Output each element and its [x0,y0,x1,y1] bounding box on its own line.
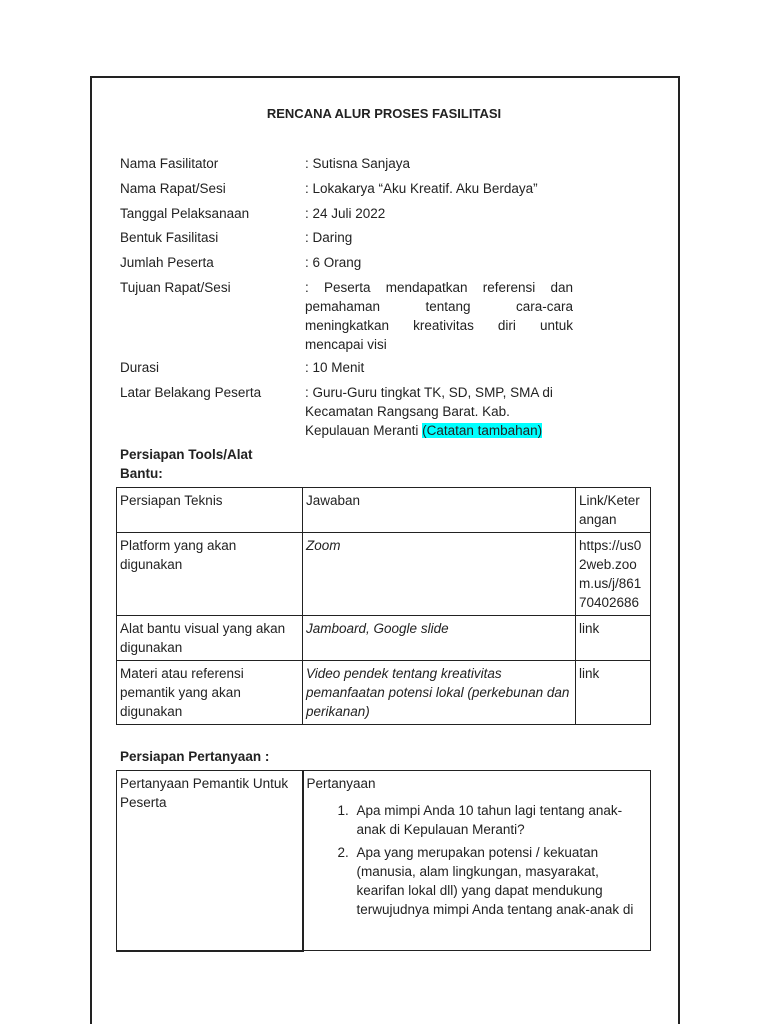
table-row [117,661,651,725]
list-item: 2. Apa yang merupakan potensi / kekuatan (manusia, alam lingkungan, masyarakat, kearifan lokal dll) yang dapat mendukung terwujudnya mimpi Anda tentang anak-anak di [353,843,648,919]
info-label: Tujuan Rapat/Sesi [120,280,231,295]
info-label: Latar Belakang Peserta [120,385,262,400]
info-label: Durasi [120,360,160,375]
table-cell: Materi atau referensi pemantik yang akan digunakan [117,661,303,725]
list-item: 1. Apa mimpi Anda 10 tahun lagi tentang anak-anak di Kepulauan Meranti? [353,801,648,839]
table-row [117,533,651,616]
visual-aid-link[interactable]: link [576,616,651,661]
info-value: : Sutisna Sanjaya [305,156,411,171]
table-header-cell: Link/Keterangan [576,488,651,533]
questions-list [307,801,648,919]
questions-table [116,770,651,952]
info-value: : Lokakarya “Aku Kreatif. Aku Berdaya” [305,181,538,196]
info-value: : Daring [305,230,353,245]
tools-heading [120,445,253,483]
tools-heading-line2: Bantu: [120,466,163,481]
questions-heading: Persiapan Pertanyaan : [120,749,270,764]
tools-heading-line1: Persiapan Tools/Alat [120,447,253,462]
info-label: Jumlah Peserta [120,255,214,270]
questions-right-label: Pertanyaan [306,776,376,791]
table-cell: Platform yang akan digunakan [117,533,303,616]
table-header-cell: Persiapan Teknis [117,488,303,533]
info-value: : 6 Orang [305,255,362,270]
info-label: Bentuk Fasilitasi [120,230,219,245]
info-value [305,383,563,440]
questions-right-cell [303,771,651,951]
info-value: : 24 Juli 2022 [305,206,386,221]
table-cell: Jamboard, Google slide [303,616,576,661]
table-cell: Alat bantu visual yang akan digunakan [117,616,303,661]
table-header-row [117,488,651,533]
info-value: : 10 Menit [305,360,365,375]
table-row [117,616,651,661]
questions-left-cell: Pertanyaan Pemantik Untuk Peserta [117,771,303,951]
document-title: RENCANA ALUR PROSES FASILITASI [266,106,502,121]
table-cell: Video pendek tentang kreativitas pemanfaatan potensi lokal (perkebunan dan perikanan) [303,661,576,725]
info-label: Nama Fasilitator [120,156,219,171]
info-value: : Peserta mendapatkan referensi dan pemahaman tentang cara-cara meningkatkan kreativitas diri untuk mencapai visi [305,280,573,352]
note-highlight: (Catatan tambahan) [422,423,543,438]
reference-link[interactable]: link [576,661,651,725]
zoom-link[interactable]: https://us02web.zoom.us/j/86170402686 [576,533,651,616]
info-label: Tanggal Pelaksanaan [120,206,250,221]
info-value-text: : Guru-Guru tingkat TK, SD, SMP, SMA di Kecamatan Rangsang Barat. Kab. Kepulauan Meranti [305,385,553,438]
table-header-cell: Jawaban [303,488,576,533]
table-row [117,771,651,951]
tools-table [116,487,651,725]
info-label: Nama Rapat/Sesi [120,181,226,196]
table-cell: Zoom [303,533,576,616]
